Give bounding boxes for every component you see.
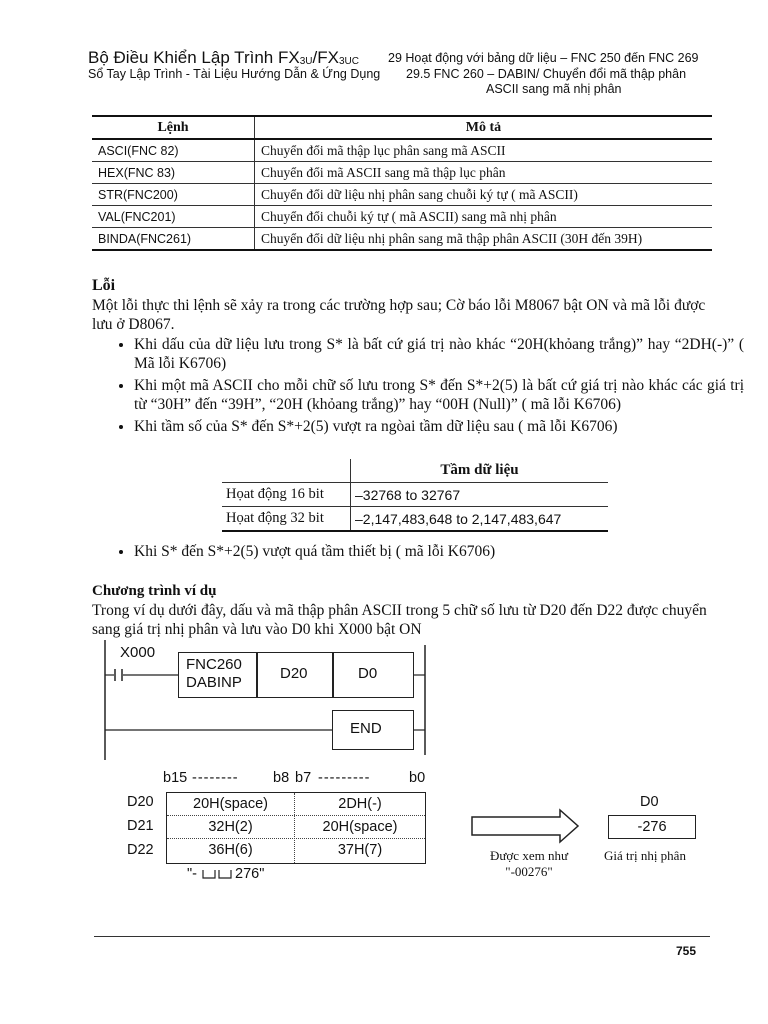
- table-row: [92, 162, 712, 184]
- table-row: [92, 184, 712, 206]
- bit-label-b8: b8: [273, 770, 290, 786]
- register-box: [166, 792, 426, 864]
- example-text: Trong ví dụ dưới đây, dấu và mã thập phân ASCII trong 5 chữ số lưu từ D20 đến D22 được chuyển sang giá trị nhị phân và lưu vào D0 khi X000 bật ON: [92, 602, 707, 638]
- cell-description: Chuyển đổi mã thập lục phân sang mã ASCII: [255, 139, 713, 162]
- register-name: D20: [127, 794, 154, 810]
- fnc-code: [186, 656, 242, 692]
- cell-instruction: STR(FNC200): [92, 184, 255, 206]
- reg-cell: 2DH(-): [338, 796, 382, 812]
- contact-label: X000: [120, 644, 156, 661]
- arrow-caption-line: Được xem như: [489, 848, 568, 863]
- list-item: • Khi S* đến S*+2(5) vượt quá tầm thiết bị ( mã lỗi K6706): [134, 542, 744, 561]
- error-bullet-list: [92, 335, 744, 439]
- result-register-name: D0: [640, 794, 659, 810]
- cell-description: Chuyển đổi dữ liệu nhị phân sang mã thập phân ASCII (30H đến 39H): [255, 228, 713, 251]
- space-symbols: [201, 866, 235, 880]
- data-range-table: [222, 459, 608, 532]
- range-header: Tầm dữ liệu: [351, 459, 609, 483]
- cell-instruction: HEX(FNC 83): [92, 162, 255, 184]
- cell-instruction: ASCI(FNC 82): [92, 139, 255, 162]
- header-section: 29 Hoạt động với bảng dữ liệu – FNC 250 đến FNC 269: [388, 51, 699, 65]
- error-bullet-list-cont: [92, 542, 744, 561]
- bit-dashes: --------: [192, 770, 239, 786]
- row-divider: [167, 815, 425, 816]
- error-heading: Lỗi: [92, 277, 116, 294]
- error-intro: Một lỗi thực thi lệnh sẽ xảy ra trong các trường hợp sau; Cờ báo lỗi M8067 bật ON và mã lỗi được lưu ở D8067.: [92, 297, 706, 333]
- register-name: D21: [127, 818, 154, 834]
- header-subtitle: Sổ Tay Lập Trình - Tài Liệu Hướng Dẫn & Ứng Dụng: [88, 67, 381, 81]
- bit-label-b15: b15: [163, 770, 188, 786]
- range-label: Họat động 32 bit: [222, 507, 351, 532]
- table-row: [92, 206, 712, 228]
- bit-label-b0: b0: [409, 770, 426, 786]
- range-label: Họat động 16 bit: [222, 483, 351, 507]
- arrow-icon: [470, 808, 582, 844]
- end-label: END: [350, 720, 382, 737]
- fnc-divider: [332, 652, 334, 698]
- footer-divider: [94, 936, 710, 937]
- header-subsection: 29.5 FNC 260 – DABIN/ Chuyển đổi mã thập phân: [406, 67, 687, 81]
- bit-dashes: ---------: [318, 770, 371, 786]
- list-item: • Khi một mã ASCII cho mỗi chữ số lưu trong S* đến S*+2(5) là bất cứ giá trị nào khác các giá trị từ “30H” đến “39H”, “20H (khỏang trắng)” hay “00H (Null)” ( mã lỗi K6706): [134, 376, 744, 414]
- ascii-string: [187, 866, 264, 882]
- cell-description: Chuyển đổi chuỗi ký tự ( mã ASCII) sang mã nhị phân: [255, 206, 713, 228]
- cell-instruction: BINDA(FNC261): [92, 228, 255, 251]
- fnc-mnemonic: DABINP: [186, 674, 242, 691]
- reg-cell: 20H(space): [322, 819, 398, 835]
- col-header-description: Mô tả: [255, 116, 713, 139]
- ascii-string-suffix: 276": [235, 866, 265, 882]
- cell-description: Chuyển đổi dữ liệu nhị phân sang chuỗi ký tự ( mã ASCII): [255, 184, 713, 206]
- col-header-instruction: Lệnh: [92, 116, 255, 139]
- reg-cell: 36H(6): [208, 842, 253, 858]
- reg-cell: 37H(7): [337, 842, 383, 858]
- instruction-table: [92, 115, 712, 251]
- ladder-diagram: [100, 640, 440, 760]
- fnc-number: FNC260: [186, 656, 242, 673]
- row-divider: [167, 838, 425, 839]
- table-row: [222, 507, 608, 532]
- cell-instruction: VAL(FNC201): [92, 206, 255, 228]
- example-heading: Chương trình ví dụ: [92, 583, 217, 599]
- range-value: –32768 to 32767: [351, 483, 609, 507]
- list-item: • Khi dấu của dữ liệu lưu trong S* là bất cứ giá trị nào khác “20H(khỏang trắng)” hay “2DH(-)” ( Mã lỗi K6706): [134, 335, 744, 373]
- src-operand: D20: [280, 665, 308, 682]
- arrow-caption-value: "-00276": [505, 864, 553, 879]
- register-name: D22: [127, 842, 154, 858]
- table-row: [92, 139, 712, 162]
- ascii-string-prefix: "-: [187, 866, 197, 882]
- reg-cell: 20H(space): [193, 796, 268, 812]
- list-item: • Khi tầm số của S* đến S*+2(5) vượt ra ngòai tầm dữ liệu sau ( mã lỗi K6706): [134, 417, 744, 436]
- result-caption: Giá trị nhị phân: [604, 848, 686, 863]
- result-value-box: -276: [608, 815, 696, 839]
- table-row: [222, 483, 608, 507]
- bit-label-b7: b7: [295, 770, 312, 786]
- table-row: [92, 228, 712, 251]
- header-subsection-cont: ASCII sang mã nhị phân: [486, 82, 622, 96]
- reg-cell: 32H(2): [208, 819, 253, 835]
- range-table-corner: [222, 459, 351, 483]
- arrow-caption: [470, 848, 588, 880]
- cell-description: Chuyển đổi mã ASCII sang mã thập lục phân: [255, 162, 713, 184]
- fnc-divider: [256, 652, 258, 698]
- dst-operand: D0: [358, 665, 378, 682]
- header-title: Bộ Điều Khiển Lập Trình $FX_{3U}/FX_{3UC}$: [88, 48, 359, 67]
- range-value: –2,147,483,648 to 2,147,483,647: [351, 507, 609, 532]
- page-number: 755: [675, 944, 696, 958]
